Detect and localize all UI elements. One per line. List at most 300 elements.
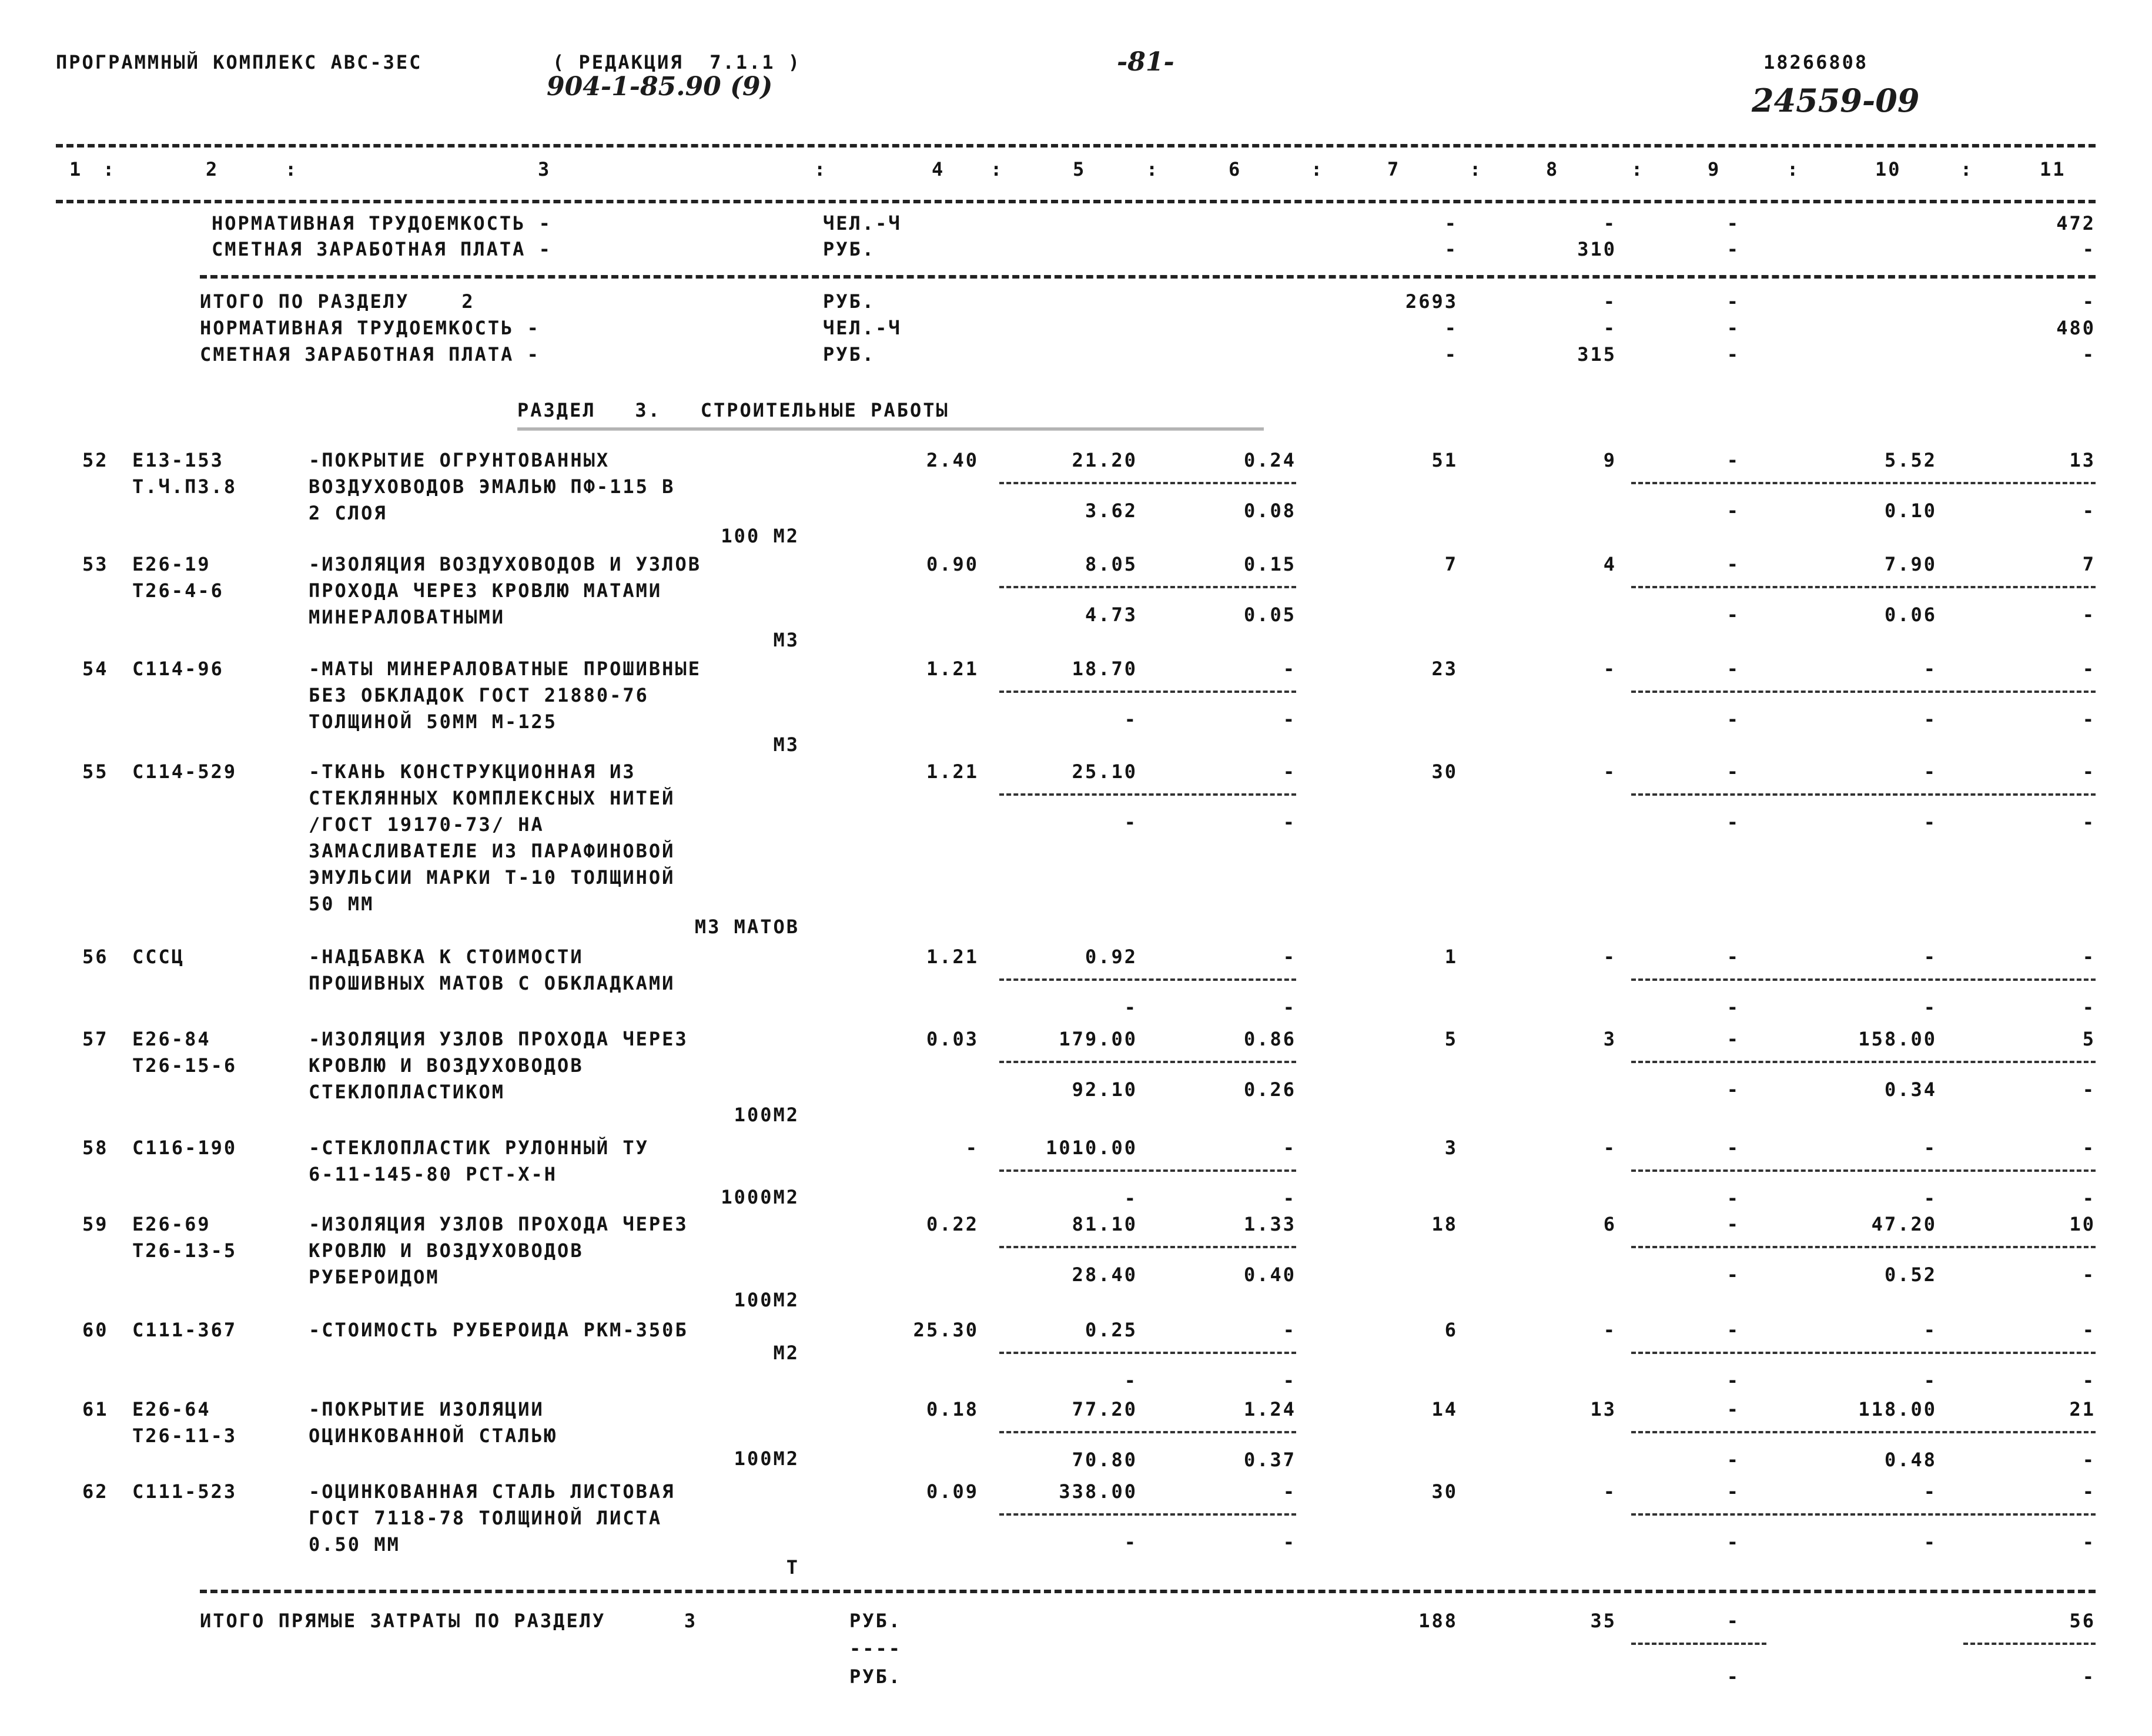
item-description: РУБЕРОИДОМ xyxy=(309,1266,440,1288)
column-header-8: 8 xyxy=(1546,158,1559,180)
item-unit-price: 25.10 xyxy=(1072,760,1137,783)
item-col9-lower: - xyxy=(1726,996,1740,1018)
item-description: МИНЕРАЛОВАТНЫМИ xyxy=(309,606,505,628)
column-separator: : xyxy=(1311,158,1324,180)
item-total-cost: 30 xyxy=(1431,1480,1458,1503)
item-labor-total: 13 xyxy=(2069,449,2096,471)
item-col9-lower: - xyxy=(1726,1187,1740,1209)
footer-unit-2: РУБ. xyxy=(849,1665,902,1688)
item-labor-rate-lower: 0.52 xyxy=(1884,1264,1937,1286)
totals-rule xyxy=(200,275,2096,279)
page-number: -81- xyxy=(1117,47,1174,77)
item-machines: 0.15 xyxy=(1243,553,1296,575)
item-description: ТОЛЩИНОЙ 50ММ М-125 xyxy=(309,711,558,733)
item-labor-rate-lower: - xyxy=(1923,708,1937,730)
item-labor-total-lower: - xyxy=(2082,1187,2096,1209)
item-description: ВОЗДУХОВОДОВ ЭМАЛЬЮ ПФ-115 В xyxy=(309,475,675,498)
item-total-wage: 9 xyxy=(1603,449,1616,471)
item-machines: 1.24 xyxy=(1243,1398,1296,1420)
item-labor-total-lower: - xyxy=(2082,708,2096,730)
item-labor-rate: - xyxy=(1923,658,1937,680)
item-machines: - xyxy=(1283,658,1296,680)
item-code: Т.Ч.П3.8 xyxy=(132,475,237,498)
item-unit: Т xyxy=(786,1556,799,1579)
item-labor-divider xyxy=(1631,691,2096,693)
item-description: -МАТЫ МИНЕРАЛОВАТНЫЕ ПРОШИВНЫЕ xyxy=(309,658,701,680)
item-unit-price: 0.25 xyxy=(1085,1319,1137,1341)
item-col9: - xyxy=(1726,760,1740,783)
item-labor-total: - xyxy=(2082,658,2096,680)
item-description: -ИЗОЛЯЦИЯ УЗЛОВ ПРОХОДА ЧЕРЕЗ xyxy=(309,1028,688,1050)
footer-col9-lower: - xyxy=(1726,1665,1740,1688)
item-code: Е13-153 xyxy=(132,449,224,471)
item-total-cost: 30 xyxy=(1431,760,1458,783)
item-price-divider xyxy=(999,1061,1296,1063)
item-machines: - xyxy=(1283,1480,1296,1503)
item-code: С111-523 xyxy=(132,1480,237,1503)
item-code: С111-367 xyxy=(132,1319,237,1341)
item-unit-price: 81.10 xyxy=(1072,1213,1137,1235)
document-number: 24559-09 xyxy=(1752,82,1920,119)
item-labor-total: - xyxy=(2082,1319,2096,1341)
item-total-cost: 1 xyxy=(1444,946,1458,968)
item-code: Т26-15-6 xyxy=(132,1054,237,1077)
column-header-10: 10 xyxy=(1875,158,1902,180)
item-total-wage: - xyxy=(1603,760,1616,783)
item-unit: 100 М2 xyxy=(721,525,799,547)
item-total-wage: - xyxy=(1603,1137,1616,1159)
item-code: Т26-4-6 xyxy=(132,579,224,602)
item-labor-total: - xyxy=(2082,760,2096,783)
item-price-divider xyxy=(999,586,1296,588)
item-labor-rate: - xyxy=(1923,760,1937,783)
item-labor-rate-lower: - xyxy=(1923,1531,1937,1553)
item-total-cost: 6 xyxy=(1444,1319,1458,1341)
section2-col8: - xyxy=(1603,317,1616,339)
item-col9: - xyxy=(1726,1028,1740,1050)
item-quantity: 2.40 xyxy=(926,449,979,471)
item-col9-lower: - xyxy=(1726,1264,1740,1286)
item-description: 6-11-145-80 РСТ-Х-Н xyxy=(309,1163,558,1185)
item-quantity: - xyxy=(965,1137,979,1159)
item-price-divider xyxy=(999,1431,1296,1433)
item-labor-divider xyxy=(1631,978,2096,981)
item-unit-price-wage: - xyxy=(1124,1369,1137,1392)
item-labor-divider xyxy=(1631,1352,2096,1354)
item-description: СТЕКЛЯННЫХ КОМПЛЕКСНЫХ НИТЕЙ xyxy=(309,787,675,809)
section2-col8: - xyxy=(1603,290,1616,313)
item-unit: 100М2 xyxy=(734,1104,799,1126)
item-unit-price-wage: 4.73 xyxy=(1085,604,1137,626)
item-labor-divider xyxy=(1631,1431,2096,1433)
item-col9-lower: - xyxy=(1726,1449,1740,1471)
column-separator: : xyxy=(1960,158,1974,180)
item-number: 55 xyxy=(82,760,109,783)
item-labor-rate: - xyxy=(1923,1480,1937,1503)
item-description: КРОВЛЮ И ВОЗДУХОВОДОВ xyxy=(309,1239,584,1262)
item-machines: 0.86 xyxy=(1243,1028,1296,1050)
column-separator: : xyxy=(990,158,1004,180)
table-header-rule xyxy=(56,200,2096,203)
item-description: ПРОХОДА ЧЕРЕЗ КРОВЛЮ МАТАМИ xyxy=(309,579,662,602)
item-machines: - xyxy=(1283,946,1296,968)
column-separator: : xyxy=(103,158,116,180)
section2-col9: - xyxy=(1726,290,1740,313)
item-col9-lower: - xyxy=(1726,1369,1740,1392)
section2-unit: ЧЕЛ.-Ч xyxy=(823,317,902,339)
item-number: 62 xyxy=(82,1480,109,1503)
item-unit-price: 179.00 xyxy=(1059,1028,1137,1050)
item-total-cost: 14 xyxy=(1431,1398,1458,1420)
item-labor-rate: - xyxy=(1923,1319,1937,1341)
footer-label: ИТОГО ПРЯМЫЕ ЗАТРАТЫ ПО РАЗДЕЛУ 3 xyxy=(200,1610,698,1632)
totals-col7: - xyxy=(1444,238,1458,260)
footer-col11-lower: - xyxy=(2082,1665,2096,1688)
item-labor-total: 7 xyxy=(2082,553,2096,575)
column-header-1: 1 xyxy=(69,158,83,180)
item-code: Е26-64 xyxy=(132,1398,211,1420)
item-unit-price: 21.20 xyxy=(1072,449,1137,471)
item-quantity: 0.18 xyxy=(926,1398,979,1420)
totals-col7: - xyxy=(1444,212,1458,234)
item-total-wage: 4 xyxy=(1603,553,1616,575)
item-total-wage: 13 xyxy=(1590,1398,1616,1420)
item-unit: 1000М2 xyxy=(721,1186,799,1208)
footer-divider-11 xyxy=(1963,1643,2096,1645)
item-number: 54 xyxy=(82,658,109,680)
item-labor-rate: 5.52 xyxy=(1884,449,1937,471)
item-unit-price: 8.05 xyxy=(1085,553,1137,575)
item-labor-rate-lower: 0.06 xyxy=(1884,604,1937,626)
section2-label: НОРМАТИВНАЯ ТРУДОЕМКОСТЬ - xyxy=(200,317,540,339)
column-header-5: 5 xyxy=(1073,158,1086,180)
item-unit-price-wage: - xyxy=(1124,811,1137,833)
table-top-rule xyxy=(56,144,2096,148)
document-code: 18266808 xyxy=(1763,51,1869,73)
program-name: ПРОГРАММНЫЙ КОМПЛЕКС АВС-3ЕС xyxy=(56,51,423,73)
item-total-wage: - xyxy=(1603,946,1616,968)
item-labor-divider xyxy=(1631,1169,2096,1172)
item-machines: 1.33 xyxy=(1243,1213,1296,1235)
item-labor-rate-lower: - xyxy=(1923,996,1937,1018)
item-labor-total-lower: - xyxy=(2082,1369,2096,1392)
item-labor-rate-lower: 0.48 xyxy=(1884,1449,1937,1471)
item-machines-wage: 0.40 xyxy=(1243,1264,1296,1286)
column-separator: : xyxy=(1146,158,1160,180)
item-labor-total: 10 xyxy=(2069,1213,2096,1235)
item-code: С114-96 xyxy=(132,658,224,680)
item-description: ЗАМАСЛИВАТЕЛЕ ИЗ ПАРАФИНОВОЙ xyxy=(309,840,675,862)
column-separator: : xyxy=(285,158,299,180)
item-unit: 100М2 xyxy=(734,1447,799,1470)
item-labor-total: 21 xyxy=(2069,1398,2096,1420)
item-unit-price: 338.00 xyxy=(1059,1480,1137,1503)
item-unit-price-wage: - xyxy=(1124,996,1137,1018)
item-price-divider xyxy=(999,978,1296,981)
item-description: ГОСТ 7118-78 ТОЛЩИНОЙ ЛИСТА xyxy=(309,1507,662,1529)
section2-label: ИТОГО ПО РАЗДЕЛУ 2 xyxy=(200,290,475,313)
item-description: 0.50 ММ xyxy=(309,1533,400,1556)
item-total-cost: 51 xyxy=(1431,449,1458,471)
footer-total-wage: 35 xyxy=(1590,1610,1616,1632)
item-unit-price-wage: 28.40 xyxy=(1072,1264,1137,1286)
item-labor-rate-lower: - xyxy=(1923,811,1937,833)
section2-unit: РУБ. xyxy=(823,343,876,366)
item-col9: - xyxy=(1726,1137,1740,1159)
item-total-wage: - xyxy=(1603,1480,1616,1503)
section-title: РАЗДЕЛ 3. СТРОИТЕЛЬНЫЕ РАБОТЫ xyxy=(517,399,949,421)
item-description: ПРОШИВНЫХ МАТОВ С ОБКЛАДКАМИ xyxy=(309,972,675,994)
item-labor-rate: - xyxy=(1923,946,1937,968)
item-unit: М2 xyxy=(773,1342,799,1364)
item-description: -ПОКРЫТИЕ ИЗОЛЯЦИИ xyxy=(309,1398,544,1420)
item-description: БЕЗ ОБКЛАДОК ГОСТ 21880-76 xyxy=(309,684,649,706)
item-labor-rate: 158.00 xyxy=(1858,1028,1937,1050)
totals-col9: - xyxy=(1726,238,1740,260)
item-unit-price: 18.70 xyxy=(1072,658,1137,680)
item-total-cost: 7 xyxy=(1444,553,1458,575)
item-labor-rate: 118.00 xyxy=(1858,1398,1937,1420)
item-unit: М3 МАТОВ xyxy=(694,916,799,938)
item-description: -ИЗОЛЯЦИЯ ВОЗДУХОВОДОВ И УЗЛОВ xyxy=(309,553,701,575)
item-number: 52 xyxy=(82,449,109,471)
item-total-wage: 6 xyxy=(1603,1213,1616,1235)
item-col9-lower: - xyxy=(1726,708,1740,730)
item-unit-price-wage: - xyxy=(1124,708,1137,730)
item-code: СССЦ xyxy=(132,946,185,968)
item-quantity: 1.21 xyxy=(926,946,979,968)
item-description: ОЦИНКОВАННОЙ СТАЛЬЮ xyxy=(309,1425,558,1447)
item-labor-rate: - xyxy=(1923,1137,1937,1159)
item-machines-wage: - xyxy=(1283,996,1296,1018)
item-machines: - xyxy=(1283,760,1296,783)
item-machines-wage: 0.05 xyxy=(1243,604,1296,626)
footer-divider-9 xyxy=(1631,1643,1766,1645)
item-price-divider xyxy=(999,793,1296,796)
section2-col7: 2693 xyxy=(1405,290,1458,313)
footer-col9: - xyxy=(1726,1610,1740,1632)
item-quantity: 0.22 xyxy=(926,1213,979,1235)
item-machines-wage: - xyxy=(1283,1531,1296,1553)
footer-total-cost: 188 xyxy=(1418,1610,1458,1632)
totals-label: НОРМАТИВНАЯ ТРУДОЕМКОСТЬ - xyxy=(212,212,552,234)
item-labor-total-lower: - xyxy=(2082,1449,2096,1471)
item-col9: - xyxy=(1726,1319,1740,1341)
item-price-divider xyxy=(999,691,1296,693)
item-labor-total-lower: - xyxy=(2082,1078,2096,1101)
item-col9-lower: - xyxy=(1726,811,1740,833)
item-total-wage: 3 xyxy=(1603,1028,1616,1050)
column-header-7: 7 xyxy=(1387,158,1401,180)
item-total-cost: 18 xyxy=(1431,1213,1458,1235)
totals-col11: - xyxy=(2082,238,2096,260)
item-number: 56 xyxy=(82,946,109,968)
item-code: Е26-19 xyxy=(132,553,211,575)
item-col9-lower: - xyxy=(1726,1531,1740,1553)
section2-col11: - xyxy=(2082,290,2096,313)
item-quantity: 1.21 xyxy=(926,658,979,680)
item-labor-divider xyxy=(1631,793,2096,796)
item-price-divider xyxy=(999,1246,1296,1248)
item-code: Т26-13-5 xyxy=(132,1239,237,1262)
item-labor-divider xyxy=(1631,1061,2096,1063)
item-labor-total: 5 xyxy=(2082,1028,2096,1050)
item-col9: - xyxy=(1726,946,1740,968)
item-col9: - xyxy=(1726,1213,1740,1235)
item-col9: - xyxy=(1726,553,1740,575)
item-description: -СТЕКЛОПЛАСТИК РУЛОННЫЙ ТУ xyxy=(309,1137,649,1159)
item-labor-divider xyxy=(1631,1513,2096,1516)
item-col9-lower: - xyxy=(1726,1078,1740,1101)
footer-unit-dash: ---- xyxy=(849,1637,902,1660)
item-unit-price-wage: - xyxy=(1124,1187,1137,1209)
item-labor-total-lower: - xyxy=(2082,1531,2096,1553)
item-code: Е26-84 xyxy=(132,1028,211,1050)
footer-unit: РУБ. xyxy=(849,1610,902,1632)
item-labor-total-lower: - xyxy=(2082,1264,2096,1286)
column-separator: : xyxy=(1787,158,1800,180)
item-machines: - xyxy=(1283,1319,1296,1341)
item-description: 50 ММ xyxy=(309,893,374,915)
item-labor-rate-lower: - xyxy=(1923,1369,1937,1392)
section2-col7: - xyxy=(1444,343,1458,366)
section2-col11: 480 xyxy=(2056,317,2096,339)
column-separator: : xyxy=(1631,158,1645,180)
section2-col9: - xyxy=(1726,343,1740,366)
column-header-9: 9 xyxy=(1708,158,1721,180)
item-number: 58 xyxy=(82,1137,109,1159)
item-description: -НАДБАВКА К СТОИМОСТИ xyxy=(309,946,584,968)
section2-unit: РУБ. xyxy=(823,290,876,313)
column-header-11: 11 xyxy=(2040,158,2066,180)
section2-col11: - xyxy=(2082,343,2096,366)
item-description: -ИЗОЛЯЦИЯ УЗЛОВ ПРОХОДА ЧЕРЕЗ xyxy=(309,1213,688,1235)
item-code: С114-529 xyxy=(132,760,237,783)
section2-col9: - xyxy=(1726,317,1740,339)
item-unit-price: 0.92 xyxy=(1085,946,1137,968)
item-labor-total-lower: - xyxy=(2082,996,2096,1018)
item-machines-wage: - xyxy=(1283,1369,1296,1392)
item-col9-lower: - xyxy=(1726,604,1740,626)
item-labor-total: - xyxy=(2082,1137,2096,1159)
item-machines: - xyxy=(1283,1137,1296,1159)
column-header-3: 3 xyxy=(538,158,551,180)
item-number: 53 xyxy=(82,553,109,575)
item-labor-total: - xyxy=(2082,946,2096,968)
section2-label: СМЕТНАЯ ЗАРАБОТНАЯ ПЛАТА - xyxy=(200,343,540,366)
item-price-divider xyxy=(999,1169,1296,1172)
item-total-cost: 23 xyxy=(1431,658,1458,680)
item-machines-wage: 0.37 xyxy=(1243,1449,1296,1471)
item-description: /ГОСТ 19170-73/ НА xyxy=(309,813,544,836)
footer-rule xyxy=(200,1590,2096,1593)
item-number: 57 xyxy=(82,1028,109,1050)
item-labor-total-lower: - xyxy=(2082,500,2096,522)
item-description: -ПОКРЫТИЕ ОГРУНТОВАННЫХ xyxy=(309,449,610,471)
item-labor-divider xyxy=(1631,586,2096,588)
item-col9-lower: - xyxy=(1726,500,1740,522)
item-machines-wage: 0.08 xyxy=(1243,500,1296,522)
item-unit-price-wage: 3.62 xyxy=(1085,500,1137,522)
item-unit-price-wage: 92.10 xyxy=(1072,1078,1137,1101)
totals-col9: - xyxy=(1726,212,1740,234)
item-labor-rate-lower: 0.34 xyxy=(1884,1078,1937,1101)
item-quantity: 0.03 xyxy=(926,1028,979,1050)
section2-col8: 315 xyxy=(1577,343,1616,366)
column-header-6: 6 xyxy=(1229,158,1242,180)
item-quantity: 0.90 xyxy=(926,553,979,575)
item-machines: 0.24 xyxy=(1243,449,1296,471)
totals-unit: РУБ. xyxy=(823,238,876,260)
footer-col11: 56 xyxy=(2069,1610,2096,1632)
item-price-divider xyxy=(999,1352,1296,1354)
item-description: СТЕКЛОПЛАСТИКОМ xyxy=(309,1081,505,1103)
item-unit-price: 77.20 xyxy=(1072,1398,1137,1420)
item-total-cost: 3 xyxy=(1444,1137,1458,1159)
item-machines-wage: - xyxy=(1283,1187,1296,1209)
project-number: 904-1-85.90 (9) xyxy=(547,72,773,102)
column-separator: : xyxy=(1470,158,1483,180)
item-labor-divider xyxy=(1631,482,2096,484)
item-labor-rate: 7.90 xyxy=(1884,553,1937,575)
item-quantity: 25.30 xyxy=(913,1319,979,1341)
column-header-4: 4 xyxy=(932,158,945,180)
item-quantity: 1.21 xyxy=(926,760,979,783)
column-separator: : xyxy=(814,158,828,180)
item-quantity: 0.09 xyxy=(926,1480,979,1503)
item-labor-rate-lower: 0.10 xyxy=(1884,500,1937,522)
item-number: 61 xyxy=(82,1398,109,1420)
item-code: С116-190 xyxy=(132,1137,237,1159)
item-labor-divider xyxy=(1631,1246,2096,1248)
item-unit-price: 1010.00 xyxy=(1046,1137,1137,1159)
edition: ( РЕДАКЦИЯ 7.1.1 ) xyxy=(553,51,802,73)
item-description: КРОВЛЮ И ВОЗДУХОВОДОВ xyxy=(309,1054,584,1077)
item-total-cost: 5 xyxy=(1444,1028,1458,1050)
item-description: -ОЦИНКОВАННАЯ СТАЛЬ ЛИСТОВАЯ xyxy=(309,1480,675,1503)
column-header-2: 2 xyxy=(206,158,219,180)
totals-label: СМЕТНАЯ ЗАРАБОТНАЯ ПЛАТА - xyxy=(212,238,552,260)
section-title-underline xyxy=(517,428,1264,430)
item-labor-rate: 47.20 xyxy=(1871,1213,1937,1235)
item-col9: - xyxy=(1726,1480,1740,1503)
item-description: -СТОИМОСТЬ РУБЕРОИДА РКМ-350Б xyxy=(309,1319,688,1341)
item-price-divider xyxy=(999,482,1296,484)
item-unit-price-wage: 70.80 xyxy=(1072,1449,1137,1471)
item-labor-total: - xyxy=(2082,1480,2096,1503)
totals-col8: - xyxy=(1603,212,1616,234)
item-code: Т26-11-3 xyxy=(132,1425,237,1447)
item-code: Е26-69 xyxy=(132,1213,211,1235)
item-labor-total-lower: - xyxy=(2082,604,2096,626)
item-total-wage: - xyxy=(1603,1319,1616,1341)
item-col9: - xyxy=(1726,449,1740,471)
item-machines-wage: - xyxy=(1283,811,1296,833)
item-description: 2 СЛОЯ xyxy=(309,502,387,524)
item-col9: - xyxy=(1726,658,1740,680)
item-description: -ТКАНЬ КОНСТРУКЦИОННАЯ ИЗ xyxy=(309,760,636,783)
item-labor-rate-lower: - xyxy=(1923,1187,1937,1209)
totals-unit: ЧЕЛ.-Ч xyxy=(823,212,902,234)
item-machines-wage: 0.26 xyxy=(1243,1078,1296,1101)
section2-col7: - xyxy=(1444,317,1458,339)
item-labor-total-lower: - xyxy=(2082,811,2096,833)
item-machines-wage: - xyxy=(1283,708,1296,730)
item-col9: - xyxy=(1726,1398,1740,1420)
item-number: 60 xyxy=(82,1319,109,1341)
item-unit-price-wage: - xyxy=(1124,1531,1137,1553)
item-unit: М3 xyxy=(773,629,799,651)
